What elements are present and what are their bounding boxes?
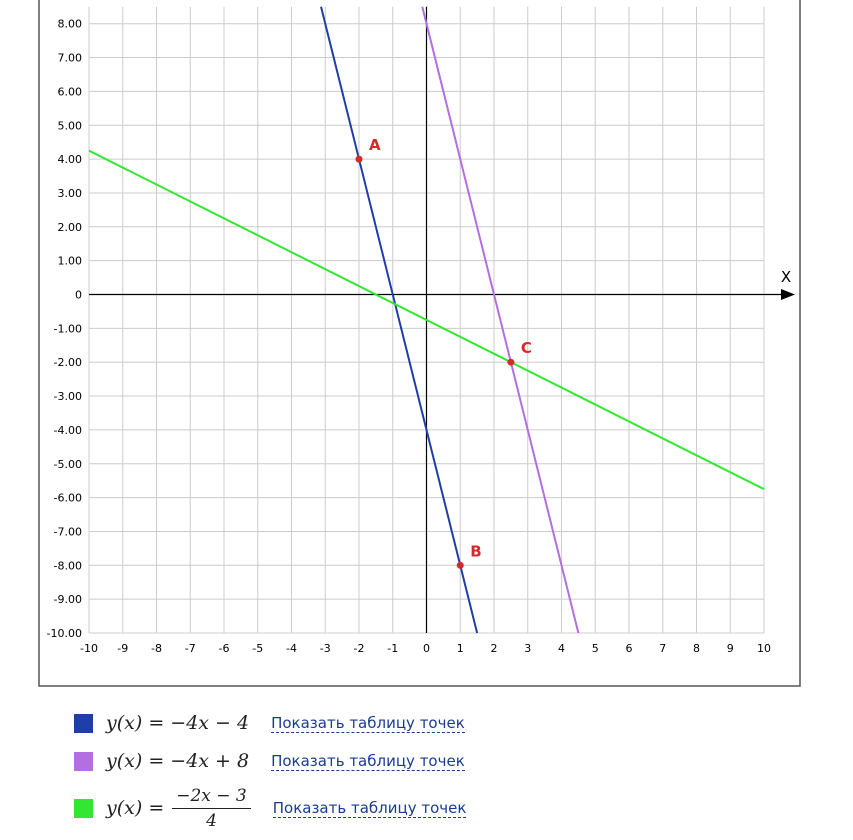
x-tick-label: -8: [151, 642, 162, 655]
fraction-denominator: 4: [206, 810, 217, 831]
x-tick-label: -6: [218, 642, 230, 655]
x-tick-label: -1: [387, 642, 399, 655]
x-tick-label: -3: [319, 642, 331, 655]
legend-equation: y(x) = −4x + 8: [106, 750, 250, 772]
x-tick-label: 10: [757, 642, 771, 655]
point-marker-c: [507, 359, 514, 366]
y-tick-label: -8.00: [53, 559, 82, 573]
point-label-c: C: [520, 339, 532, 358]
y-tick-label: -4.00: [53, 423, 82, 437]
point-marker-a: [356, 156, 363, 163]
y-tick-label: -7.00: [53, 525, 82, 539]
y-tick-label: 1.00: [57, 254, 82, 268]
show-points-table-link[interactable]: Показать таблицу точек: [272, 798, 467, 817]
x-tick-label: 2: [490, 642, 498, 655]
equation-prefix: y(x) =: [106, 797, 165, 819]
y-tick-label: -5.00: [53, 457, 82, 471]
show-points-table-link[interactable]: Показать таблицу точек: [271, 751, 465, 770]
x-tick-label: -10: [80, 642, 98, 655]
y-tick-label: 2.00: [57, 220, 82, 234]
y-tick-label: -10.00: [46, 627, 82, 640]
x-tick-label: 5: [591, 642, 599, 655]
point-marker-b: [457, 562, 464, 569]
legend-swatch-blue: [74, 714, 93, 733]
x-tick-label: 4: [558, 642, 565, 655]
y-tick-label: 0: [75, 288, 82, 302]
fraction: [172, 786, 251, 831]
x-tick-label: -2: [353, 642, 365, 655]
legend-swatch-green: [74, 799, 93, 818]
y-tick-label: -9.00: [53, 593, 82, 607]
legend: [74, 704, 534, 836]
x-tick-label: 9: [726, 642, 734, 655]
y-tick-label: 6.00: [57, 85, 82, 99]
x-tick-label: 3: [524, 642, 532, 655]
x-tick-label: -5: [252, 642, 264, 655]
y-tick-label: 7.00: [57, 51, 82, 65]
y-tick-label: -6.00: [53, 491, 82, 505]
y-tick-label: 5.00: [57, 119, 82, 133]
legend-equation: y(x) = −4x − 4: [106, 712, 250, 734]
x-tick-label: 6: [625, 642, 633, 655]
point-label-b: B: [470, 542, 482, 561]
y-tick-label: 3.00: [57, 186, 82, 200]
y-tick-label: 4.00: [57, 153, 82, 167]
x-tick-label: -4: [286, 642, 297, 655]
fraction-numerator: −2x − 3: [172, 786, 251, 809]
y-tick-label: 8.00: [57, 17, 82, 31]
legend-swatch-purple: [74, 752, 93, 771]
legend-item-2: [74, 742, 534, 780]
x-tick-label: 1: [456, 642, 464, 655]
x-tick-label: -7: [184, 642, 196, 655]
x-tick-label: 8: [693, 642, 700, 655]
x-tick-label: 0: [423, 642, 430, 655]
x-tick-label: -9: [117, 642, 129, 655]
legend-item-3: [74, 780, 534, 836]
show-points-table-link[interactable]: Показать таблицу точек: [271, 713, 465, 732]
y-tick-label: -3.00: [53, 390, 82, 404]
x-axis-label: X: [780, 268, 792, 286]
plot-frame: [39, 0, 800, 686]
point-label-a: A: [369, 136, 381, 155]
x-tick-label: 7: [659, 642, 667, 655]
legend-equation: [106, 786, 251, 831]
legend-item-1: [74, 704, 534, 742]
y-tick-label: -1.00: [53, 322, 82, 336]
y-tick-label: -2.00: [53, 356, 82, 370]
